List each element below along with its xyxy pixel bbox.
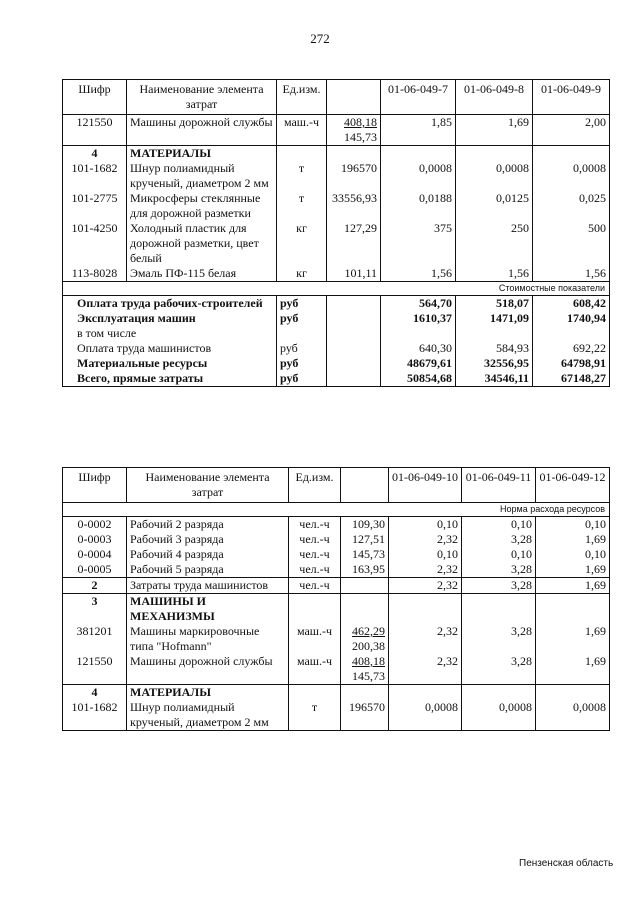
table-row bbox=[63, 700, 610, 731]
row-value-3: 0,0008 bbox=[536, 700, 610, 731]
row-unit: чел.-ч bbox=[289, 547, 341, 562]
row-value-1: 2,32 bbox=[389, 578, 462, 594]
totals-name: Оплата труда рабочих-строителей bbox=[63, 296, 277, 312]
row-value-1: 0,10 bbox=[389, 517, 462, 533]
section-title: МАШИНЫ И МЕХАНИЗМЫ bbox=[127, 594, 289, 625]
row-price: 163,95 bbox=[341, 562, 389, 578]
totals-name: Оплата труда машинистов bbox=[63, 341, 277, 356]
row-value-1: 2,32 bbox=[389, 532, 462, 547]
row-code: 0-0005 bbox=[63, 562, 127, 578]
row-name: Эмаль ПФ-115 белая bbox=[127, 266, 277, 282]
row-unit: чел.-ч bbox=[289, 562, 341, 578]
row-value-1: 2,32 bbox=[389, 624, 462, 654]
row-price: 196570 bbox=[327, 161, 381, 191]
row-name: Рабочий 2 разряда bbox=[127, 517, 289, 533]
table-row bbox=[63, 547, 610, 562]
row-value-1: 1,85 bbox=[381, 115, 456, 146]
header-col-2: 01-06-049-11 bbox=[462, 468, 536, 503]
table-row bbox=[63, 562, 610, 578]
row-value-2: 0,10 bbox=[462, 517, 536, 533]
section-title: Затраты труда машинистов bbox=[127, 578, 289, 594]
row-price: 145,73 bbox=[341, 547, 389, 562]
section-row bbox=[63, 685, 610, 701]
table-row bbox=[63, 115, 610, 146]
table-row bbox=[63, 532, 610, 547]
row-price: 196570 bbox=[341, 700, 389, 731]
row-code: 101-2775 bbox=[63, 191, 127, 221]
page-number: 272 bbox=[310, 31, 330, 46]
band-row bbox=[63, 282, 610, 296]
header-name: Наименование элемента затрат bbox=[127, 468, 289, 503]
table-row bbox=[63, 221, 610, 266]
header-unit: Ед.изм. bbox=[277, 80, 327, 115]
row-value-2: 3,28 bbox=[462, 578, 536, 594]
row-name: Холодный пластик для дорожной разметки, цвет белый bbox=[127, 221, 277, 266]
row-unit: кг bbox=[277, 221, 327, 266]
totals-row bbox=[63, 296, 610, 312]
row-code: 113-8028 bbox=[63, 266, 127, 282]
row-value-3: 1,69 bbox=[536, 654, 610, 685]
row-name: Микросферы стеклянные для дорожной разметки bbox=[127, 191, 277, 221]
row-value-3: 1,69 bbox=[536, 532, 610, 547]
totals-value-1: 564,70 bbox=[381, 296, 456, 312]
totals-unit: руб bbox=[277, 296, 327, 312]
totals-name-sub: в том числе bbox=[77, 326, 137, 340]
totals-name-main: Эксплуатация машин bbox=[77, 311, 196, 325]
row-value-2: 3,28 bbox=[462, 562, 536, 578]
row-unit: т bbox=[289, 700, 341, 731]
row-name: Шнур полиамидный крученый, диаметром 2 мм bbox=[127, 161, 277, 191]
band-row bbox=[63, 503, 610, 517]
row-code: 0-0004 bbox=[63, 547, 127, 562]
footer-region: Пензенская область bbox=[519, 858, 614, 869]
table-row bbox=[63, 161, 610, 191]
resource-table-1 bbox=[62, 79, 610, 387]
row-value-3: 2,00 bbox=[533, 115, 610, 146]
row-unit: т bbox=[277, 191, 327, 221]
row-name: Рабочий 5 разряда bbox=[127, 562, 289, 578]
table-header-row bbox=[63, 80, 610, 115]
row-value-2: 0,10 bbox=[462, 547, 536, 562]
row-price bbox=[341, 654, 389, 685]
header-col-3: 01-06-049-9 bbox=[533, 80, 610, 115]
section-number: 2 bbox=[63, 578, 127, 594]
header-col-1: 01-06-049-7 bbox=[381, 80, 456, 115]
totals-unit: руб bbox=[277, 311, 327, 341]
header-col-3: 01-06-049-12 bbox=[536, 468, 610, 503]
row-price: 109,30 bbox=[341, 517, 389, 533]
totals-value-2: 1471,09 bbox=[456, 311, 533, 341]
row-value-2: 0,0008 bbox=[456, 161, 533, 191]
row-value-3: 500 bbox=[533, 221, 610, 266]
totals-value-1: 1610,37 bbox=[381, 311, 456, 341]
section-row bbox=[63, 146, 610, 162]
row-value-3: 1,69 bbox=[536, 562, 610, 578]
totals-row bbox=[63, 371, 610, 387]
row-name: Рабочий 4 разряда bbox=[127, 547, 289, 562]
row-value-3: 0,025 bbox=[533, 191, 610, 221]
row-value-2: 3,28 bbox=[462, 532, 536, 547]
header-col-1: 01-06-049-10 bbox=[389, 468, 462, 503]
row-name: Рабочий 3 разряда bbox=[127, 532, 289, 547]
row-code: 121550 bbox=[63, 115, 127, 146]
row-price: 101,11 bbox=[327, 266, 381, 282]
row-unit: чел.-ч bbox=[289, 517, 341, 533]
section-number: 3 bbox=[63, 594, 127, 625]
header-code: Шифр bbox=[63, 468, 127, 503]
totals-unit: руб bbox=[277, 341, 327, 356]
row-code: 0-0002 bbox=[63, 517, 127, 533]
section-number: 4 bbox=[63, 146, 127, 162]
totals-value-1: 50854,68 bbox=[381, 371, 456, 387]
section-row bbox=[63, 594, 610, 625]
row-value-1: 2,32 bbox=[389, 562, 462, 578]
row-value-2: 0,0125 bbox=[456, 191, 533, 221]
row-unit: маш.-ч bbox=[289, 624, 341, 654]
totals-name: Всего, прямые затраты bbox=[63, 371, 277, 387]
row-value-2: 3,28 bbox=[462, 624, 536, 654]
price-bottom: 145,73 bbox=[352, 669, 385, 683]
row-value-3: 1,69 bbox=[536, 624, 610, 654]
totals-value-2: 34546,11 bbox=[456, 371, 533, 387]
totals-row bbox=[63, 356, 610, 371]
row-name: Шнур полиамидный крученый, диаметром 2 мм bbox=[127, 700, 289, 731]
row-value-3: 0,0008 bbox=[533, 161, 610, 191]
header-unit: Ед.изм. bbox=[289, 468, 341, 503]
row-value-3: 1,56 bbox=[533, 266, 610, 282]
row-name: Машины дорожной службы bbox=[127, 115, 277, 146]
table-row bbox=[63, 624, 610, 654]
header-code: Шифр bbox=[63, 80, 127, 115]
row-name: Машины дорожной службы bbox=[127, 654, 289, 685]
price-bottom: 200,38 bbox=[352, 639, 385, 653]
row-unit: чел.-ч bbox=[289, 578, 341, 594]
totals-unit: руб bbox=[277, 356, 327, 371]
totals-value-1: 48679,61 bbox=[381, 356, 456, 371]
row-value-1: 1,56 bbox=[381, 266, 456, 282]
price-top: 408,18 bbox=[344, 115, 377, 129]
row-code: 121550 bbox=[63, 654, 127, 685]
table-header-row bbox=[63, 468, 610, 503]
row-unit: т bbox=[277, 161, 327, 191]
band-label: Стоимостные показатели bbox=[63, 282, 610, 296]
section-row bbox=[63, 578, 610, 594]
section-title: МАТЕРИАЛЫ bbox=[127, 685, 289, 701]
row-value-1: 0,0188 bbox=[381, 191, 456, 221]
totals-value-3: 692,22 bbox=[533, 341, 610, 356]
row-unit: маш.-ч bbox=[277, 115, 327, 146]
price-bottom: 145,73 bbox=[344, 130, 377, 144]
row-value-2: 0,0008 bbox=[462, 700, 536, 731]
row-code: 381201 bbox=[63, 624, 127, 654]
row-value-2: 1,56 bbox=[456, 266, 533, 282]
totals-unit: руб bbox=[277, 371, 327, 387]
row-value-1: 0,0008 bbox=[381, 161, 456, 191]
price-top: 408,18 bbox=[352, 654, 385, 668]
totals-value-1: 640,30 bbox=[381, 341, 456, 356]
row-value-1: 2,32 bbox=[389, 654, 462, 685]
header-name: Наименование элемента затрат bbox=[127, 80, 277, 115]
totals-value-2: 518,07 bbox=[456, 296, 533, 312]
row-unit: чел.-ч bbox=[289, 532, 341, 547]
row-name: Машины маркировочные типа "Hofmann" bbox=[127, 624, 289, 654]
table-row bbox=[63, 517, 610, 533]
totals-value-3: 67148,27 bbox=[533, 371, 610, 387]
row-value-2: 1,69 bbox=[456, 115, 533, 146]
table-row bbox=[63, 266, 610, 282]
table-row bbox=[63, 191, 610, 221]
row-price: 127,51 bbox=[341, 532, 389, 547]
totals-name bbox=[63, 311, 277, 341]
row-value-2: 250 bbox=[456, 221, 533, 266]
totals-value-3: 608,42 bbox=[533, 296, 610, 312]
row-price bbox=[327, 115, 381, 146]
price-top: 462,29 bbox=[352, 624, 385, 638]
header-price bbox=[327, 80, 381, 115]
row-value-3: 0,10 bbox=[536, 547, 610, 562]
totals-name: Материальные ресурсы bbox=[63, 356, 277, 371]
band-label: Норма расхода ресурсов bbox=[63, 503, 610, 517]
totals-value-2: 584,93 bbox=[456, 341, 533, 356]
table-row bbox=[63, 654, 610, 685]
resource-table-2 bbox=[62, 467, 610, 731]
row-code: 0-0003 bbox=[63, 532, 127, 547]
totals-row bbox=[63, 341, 610, 356]
row-code: 101-1682 bbox=[63, 700, 127, 731]
row-value-1: 0,10 bbox=[389, 547, 462, 562]
row-price bbox=[341, 624, 389, 654]
totals-value-3: 1740,94 bbox=[533, 311, 610, 341]
row-value-3: 1,69 bbox=[536, 578, 610, 594]
totals-row bbox=[63, 311, 610, 341]
section-title: МАТЕРИАЛЫ bbox=[127, 146, 277, 162]
row-value-3: 0,10 bbox=[536, 517, 610, 533]
section-number: 4 bbox=[63, 685, 127, 701]
row-unit: кг bbox=[277, 266, 327, 282]
row-unit: маш.-ч bbox=[289, 654, 341, 685]
totals-value-2: 32556,95 bbox=[456, 356, 533, 371]
row-value-2: 3,28 bbox=[462, 654, 536, 685]
header-col-2: 01-06-049-8 bbox=[456, 80, 533, 115]
row-value-1: 0,0008 bbox=[389, 700, 462, 731]
row-code: 101-1682 bbox=[63, 161, 127, 191]
row-price: 127,29 bbox=[327, 221, 381, 266]
row-code: 101-4250 bbox=[63, 221, 127, 266]
row-price: 33556,93 bbox=[327, 191, 381, 221]
header-price bbox=[341, 468, 389, 503]
totals-value-3: 64798,91 bbox=[533, 356, 610, 371]
row-value-1: 375 bbox=[381, 221, 456, 266]
